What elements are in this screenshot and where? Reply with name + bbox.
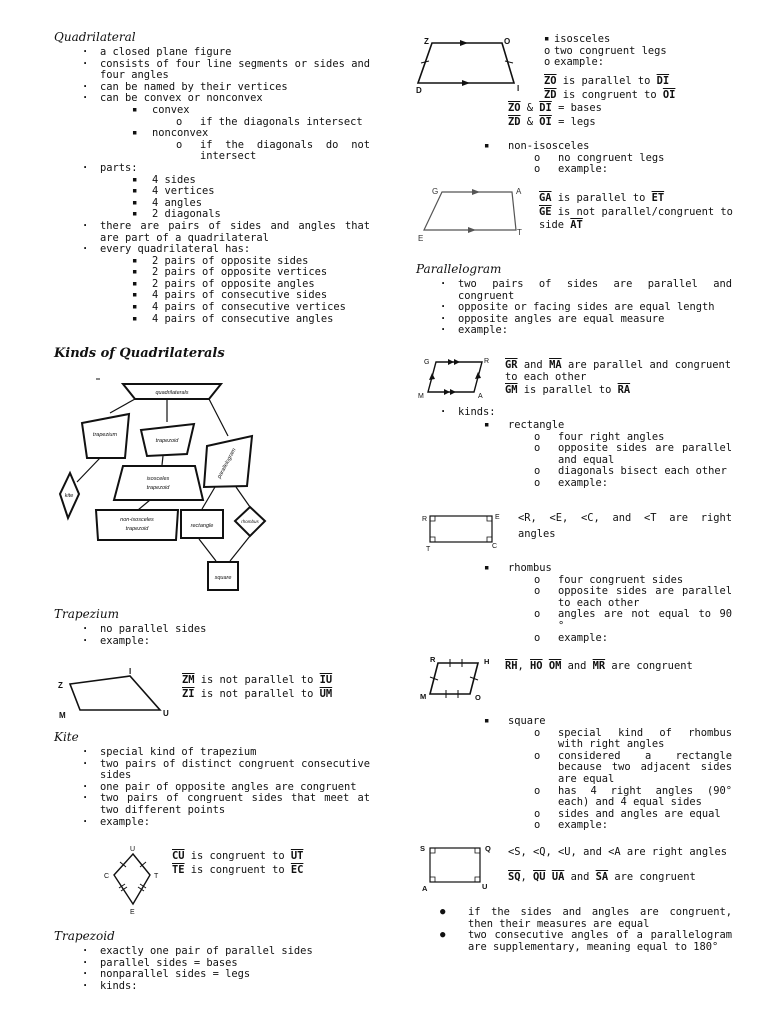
- list-item: · there are pairs of sides and angles that are part of a quadrilateral: [82, 221, 370, 244]
- segment: $\overline{ZD}$: [544, 89, 557, 101]
- segment: $\overline{TE}$: [172, 864, 185, 876]
- square-title: square: [508, 715, 546, 727]
- list-item-text: two congruent legs: [554, 44, 667, 57]
- list-item: ▪ 4 vertices: [128, 186, 370, 198]
- vertex-label: D: [416, 86, 422, 95]
- list-item: · two pairs of sides are parallel and congruent: [440, 279, 732, 302]
- vertex-label: C: [104, 873, 110, 880]
- vertex-label: O: [475, 693, 481, 702]
- diagram-label-square: square: [214, 575, 232, 581]
- list-item: ▪ convex: [128, 105, 370, 117]
- vertex-label: Q: [485, 844, 491, 853]
- vertex-label: M: [418, 393, 424, 400]
- text: &: [520, 116, 540, 128]
- text: ,: [517, 660, 531, 672]
- segment: $\overline{GA}$: [539, 192, 552, 204]
- diagram-label-trapezoid: trapezoid: [155, 438, 179, 444]
- vertex-label: U: [482, 882, 488, 891]
- list-item: ● two consecutive angles of a parallelogram are supplementary, meaning equal to 180°: [440, 930, 732, 953]
- diagram-label-isosceles: isosceles: [146, 476, 170, 482]
- square-statement-2: [508, 871, 696, 884]
- segment: $\overline{SA}$: [595, 871, 609, 883]
- text: = legs: [551, 116, 596, 128]
- text: ,: [520, 871, 534, 883]
- list-item-text: considered a rectangle because two adjacent sides are equal: [558, 749, 732, 785]
- list-item: · opposite angles are equal measure: [440, 314, 732, 326]
- list-item: ▪ isosceles: [544, 33, 611, 45]
- list-item-text: angles are not equal to 90 °: [558, 608, 732, 632]
- list-item-text: diagonals bisect each other: [558, 465, 727, 478]
- list-item: · example:: [82, 817, 370, 829]
- list-item: · two pairs of distinct congruent consecutive sides: [82, 759, 370, 782]
- diagram-label-non-isosceles-trapezoid: trapezoid: [125, 526, 149, 532]
- segment: $\overline{OI}$: [662, 89, 676, 101]
- list-item-text: example:: [558, 163, 609, 176]
- list-item-text: sides and angles are equal: [558, 807, 721, 820]
- text: = bases: [551, 102, 602, 114]
- diagram-label-rectangle: rectangle: [190, 523, 214, 529]
- list-item-text: example:: [554, 56, 605, 69]
- list-item-text: has 4 right angles (90° each) and 4 equal sides: [558, 784, 732, 809]
- vertex-label: I: [129, 667, 132, 676]
- list-item: · parts:: [82, 163, 370, 175]
- list-item: ▪ nonconvex: [128, 128, 370, 140]
- list-item: o considered a rectangle because two adjacent sides are equal: [534, 749, 732, 785]
- segment: $\overline{SQ}$: [508, 871, 521, 883]
- segment: $\overline{DI}$: [656, 75, 670, 87]
- diagram-label-rhombus: rhombus: [241, 519, 259, 524]
- vertex-label: M: [59, 711, 66, 720]
- diagram-label-non-isosceles: non-isosceles: [120, 517, 154, 523]
- vertex-label: T: [426, 546, 431, 553]
- text: is congruent to: [184, 850, 291, 862]
- trapezium-heading: Trapezium: [54, 607, 119, 621]
- list-item: · kinds:: [82, 981, 370, 993]
- vertex-label: Z: [424, 37, 429, 46]
- vertex-label: T: [517, 228, 522, 237]
- vertex-label: S: [420, 844, 426, 853]
- segment: $\overline{OI}$: [539, 116, 552, 128]
- vertex-label: R: [430, 655, 436, 664]
- segment: $\overline{QU}$: [533, 871, 546, 883]
- list-item: ▪ 4 sides: [128, 175, 370, 187]
- list-item: · kinds:: [440, 407, 496, 419]
- list-item: o has 4 right angles (90° each) and 4 equal sides: [534, 784, 732, 809]
- list-item: o opposite sides are parallel to each other: [534, 585, 732, 609]
- list-item: o sides and angles are equal: [534, 807, 721, 820]
- list-item: · parallel sides = bases: [82, 958, 370, 970]
- list-item: · a closed plane figure: [82, 47, 370, 59]
- list-item: ▪ square: [484, 715, 546, 727]
- list-item-text: opposite sides are parallel and equal: [558, 442, 732, 466]
- segment: $\overline{IU}$: [319, 674, 333, 686]
- segment: $\overline{AT}$: [570, 219, 583, 231]
- list-item: · every quadrilateral has:: [82, 244, 370, 256]
- vertex-label: T: [154, 873, 159, 880]
- text: is parallel to: [517, 384, 618, 396]
- segment: $\overline{GE}$: [539, 206, 552, 218]
- list-item: · example:: [440, 325, 732, 337]
- diagram-label-kite: kite: [64, 493, 74, 499]
- vertex-label: Z: [58, 681, 63, 690]
- vertex-label: A: [516, 187, 522, 196]
- text: are congruent: [605, 660, 693, 672]
- vertex-label: C: [492, 543, 498, 550]
- segment: $\overline{ZI}$: [182, 688, 195, 700]
- diagram-label-isosceles-trapezoid: trapezoid: [146, 485, 170, 491]
- list-item-text: special kind of rhombus with right angles: [558, 726, 732, 751]
- list-item: o four congruent sides: [534, 573, 684, 586]
- segment: $\overline{RH}$: [505, 660, 518, 672]
- list-item-text: opposite sides are parallel to each other: [558, 585, 732, 609]
- list-item: ▪ 2 pairs of opposite sides: [128, 256, 370, 268]
- isosceles-title: isosceles: [554, 33, 611, 45]
- list-item-text: four right angles: [558, 430, 665, 443]
- segment: $\overline{ZO}$: [544, 75, 557, 87]
- text: is parallel to: [551, 192, 652, 204]
- list-item: · opposite or facing sides are equal length: [440, 302, 732, 314]
- kinds-heading: Kinds of Quadrilaterals: [54, 346, 225, 361]
- list-item: ▪ 2 pairs of opposite angles: [128, 279, 370, 291]
- list-item: ▪ rhombus: [484, 562, 552, 574]
- vertex-label: R: [422, 516, 428, 523]
- segment: $\overline{GR}$: [505, 359, 518, 371]
- vertex-label: A: [422, 884, 428, 893]
- list-item: o example:: [534, 631, 609, 644]
- list-item: o four right angles: [534, 430, 665, 443]
- text: is parallel to: [556, 75, 657, 87]
- list-item: · example:: [82, 636, 370, 648]
- segment: $\overline{DI}$: [539, 102, 552, 114]
- text: and: [564, 871, 596, 883]
- list-item: ▪ 4 pairs of consecutive vertices: [128, 302, 370, 314]
- text: is not parallel/congruent to side: [539, 206, 733, 231]
- parallelogram-heading: Parallelogram: [416, 262, 502, 276]
- list-item-text: example:: [558, 476, 609, 489]
- non-isosceles-title: non-isosceles: [508, 140, 590, 152]
- notes-list: [420, 907, 732, 953]
- list-item: ● if the sides and angles are congruent, then their measures are equal: [440, 907, 732, 930]
- vertex-label: M: [420, 692, 427, 701]
- list-item: ▪ 4 angles: [128, 198, 370, 210]
- list-item: · can be named by their vertices: [82, 82, 370, 94]
- list-item: o if the diagonals intersect: [176, 117, 370, 129]
- list-item: o if the diagonals do not intersect: [176, 140, 370, 163]
- list-item: ▪ rectangle: [484, 419, 565, 431]
- list-item: · consists of four line segments or sides and four angles: [82, 59, 370, 82]
- vertex-label: O: [504, 37, 511, 46]
- rectangle-title: rectangle: [508, 419, 565, 431]
- list-item: o example:: [534, 476, 609, 489]
- text: is not parallel to: [194, 674, 320, 686]
- vertex-label: G: [432, 187, 439, 196]
- text: and: [517, 359, 550, 371]
- list-item: · can be convex or nonconvex: [82, 93, 370, 105]
- segment: $\overline{UA}$: [551, 871, 565, 883]
- vertex-label: U: [163, 709, 169, 718]
- list-item: · nonparallel sides = legs: [82, 969, 370, 981]
- text: is congruent to: [556, 89, 663, 101]
- segment: $\overline{ET}$: [651, 192, 665, 204]
- trapezoid-list: [82, 946, 370, 992]
- right-column: [384, 0, 768, 1024]
- list-item: · one pair of opposite angles are congruent: [82, 782, 370, 794]
- segment: $\overline{EC}$: [290, 864, 304, 876]
- list-item: o angles are not equal to 90 °: [534, 608, 732, 632]
- vertex-label: R: [484, 358, 490, 365]
- kite-heading: Kite: [54, 730, 79, 744]
- kite-statement-2: [172, 864, 303, 877]
- text: are congruent: [608, 871, 696, 883]
- segment: $\overline{HO}$: [530, 660, 543, 672]
- list-item: o example:: [534, 819, 609, 832]
- kite-statement-1: [172, 850, 303, 863]
- segment: $\overline{ZM}$: [182, 674, 195, 686]
- segment: $\overline{MA}$: [549, 359, 562, 371]
- text: &: [520, 102, 540, 114]
- list-item: · special kind of trapezium: [82, 747, 370, 759]
- diagram-label-trapezium: trapezium: [92, 432, 118, 438]
- list-item-text: no congruent legs: [558, 151, 665, 164]
- segment: $\overline{ZO}$: [508, 102, 521, 114]
- segment: $\overline{OM}$: [548, 660, 562, 672]
- segment: $\overline{RA}$: [617, 384, 631, 396]
- rhombus-title: rhombus: [508, 562, 552, 574]
- rectangle-statement: <R, <E, <C, and <T are right angles: [518, 512, 732, 540]
- list-item-text: example:: [558, 631, 609, 644]
- segment: $\overline{ZD}$: [508, 116, 521, 128]
- vertex-label: I: [517, 84, 520, 93]
- segment: $\overline{UT}$: [290, 850, 304, 862]
- list-item: o example:: [534, 163, 609, 176]
- vertex-label: G: [424, 359, 430, 366]
- diagram-label-quadrilaterals: quadrilaterals: [155, 390, 189, 396]
- vertex-label: E: [495, 514, 500, 521]
- list-item: ▪ non-isosceles: [484, 140, 590, 152]
- text: is not parallel to: [194, 688, 320, 700]
- segment: $\overline{UM}$: [319, 688, 333, 700]
- list-item: o two congruent legs: [544, 44, 667, 57]
- list-item: o diagonals bisect each other: [534, 465, 727, 478]
- vertex-label: E: [418, 234, 424, 243]
- list-item: ▪ 2 diagonals: [128, 209, 370, 221]
- list-item: o no congruent legs: [534, 151, 665, 164]
- list-item: ▪ 2 pairs of opposite vertices: [128, 267, 370, 279]
- quadrilateral-heading: Quadrilateral: [54, 30, 136, 44]
- text: and: [561, 660, 593, 672]
- vertex-label: U: [130, 846, 136, 853]
- square-statement-1: <S, <Q, <U, and <A are right angles: [508, 846, 727, 858]
- diagram-label-parallelogram: parallelogram: [216, 447, 238, 480]
- segment: $\overline{MR}$: [592, 660, 606, 672]
- list-item: o special kind of rhombus with right angles: [534, 726, 732, 751]
- vertex-label: A: [478, 393, 483, 400]
- list-item: o example:: [544, 56, 605, 69]
- list-item-text: four congruent sides: [558, 573, 684, 586]
- list-item: · no parallel sides: [82, 624, 370, 636]
- list-item: o opposite sides are parallel and equal: [534, 442, 732, 466]
- text: is congruent to: [184, 864, 291, 876]
- vertex-label: H: [484, 657, 490, 666]
- list-item: · exactly one pair of parallel sides: [82, 946, 370, 958]
- list-item-text: example:: [558, 819, 609, 832]
- list-item: ▪ 4 pairs of consecutive sides: [128, 290, 370, 302]
- segment: $\overline{GM}$: [505, 384, 518, 396]
- list-item: · two pairs of congruent sides that meet at two different points: [82, 793, 370, 816]
- text: are parallel and congruent to each other: [505, 359, 732, 383]
- trapezoid-heading: Trapezoid: [54, 929, 115, 943]
- vertex-label: E: [130, 909, 135, 916]
- list-item: ▪ 4 pairs of consecutive angles: [128, 314, 370, 326]
- segment: $\overline{CU}$: [172, 850, 185, 862]
